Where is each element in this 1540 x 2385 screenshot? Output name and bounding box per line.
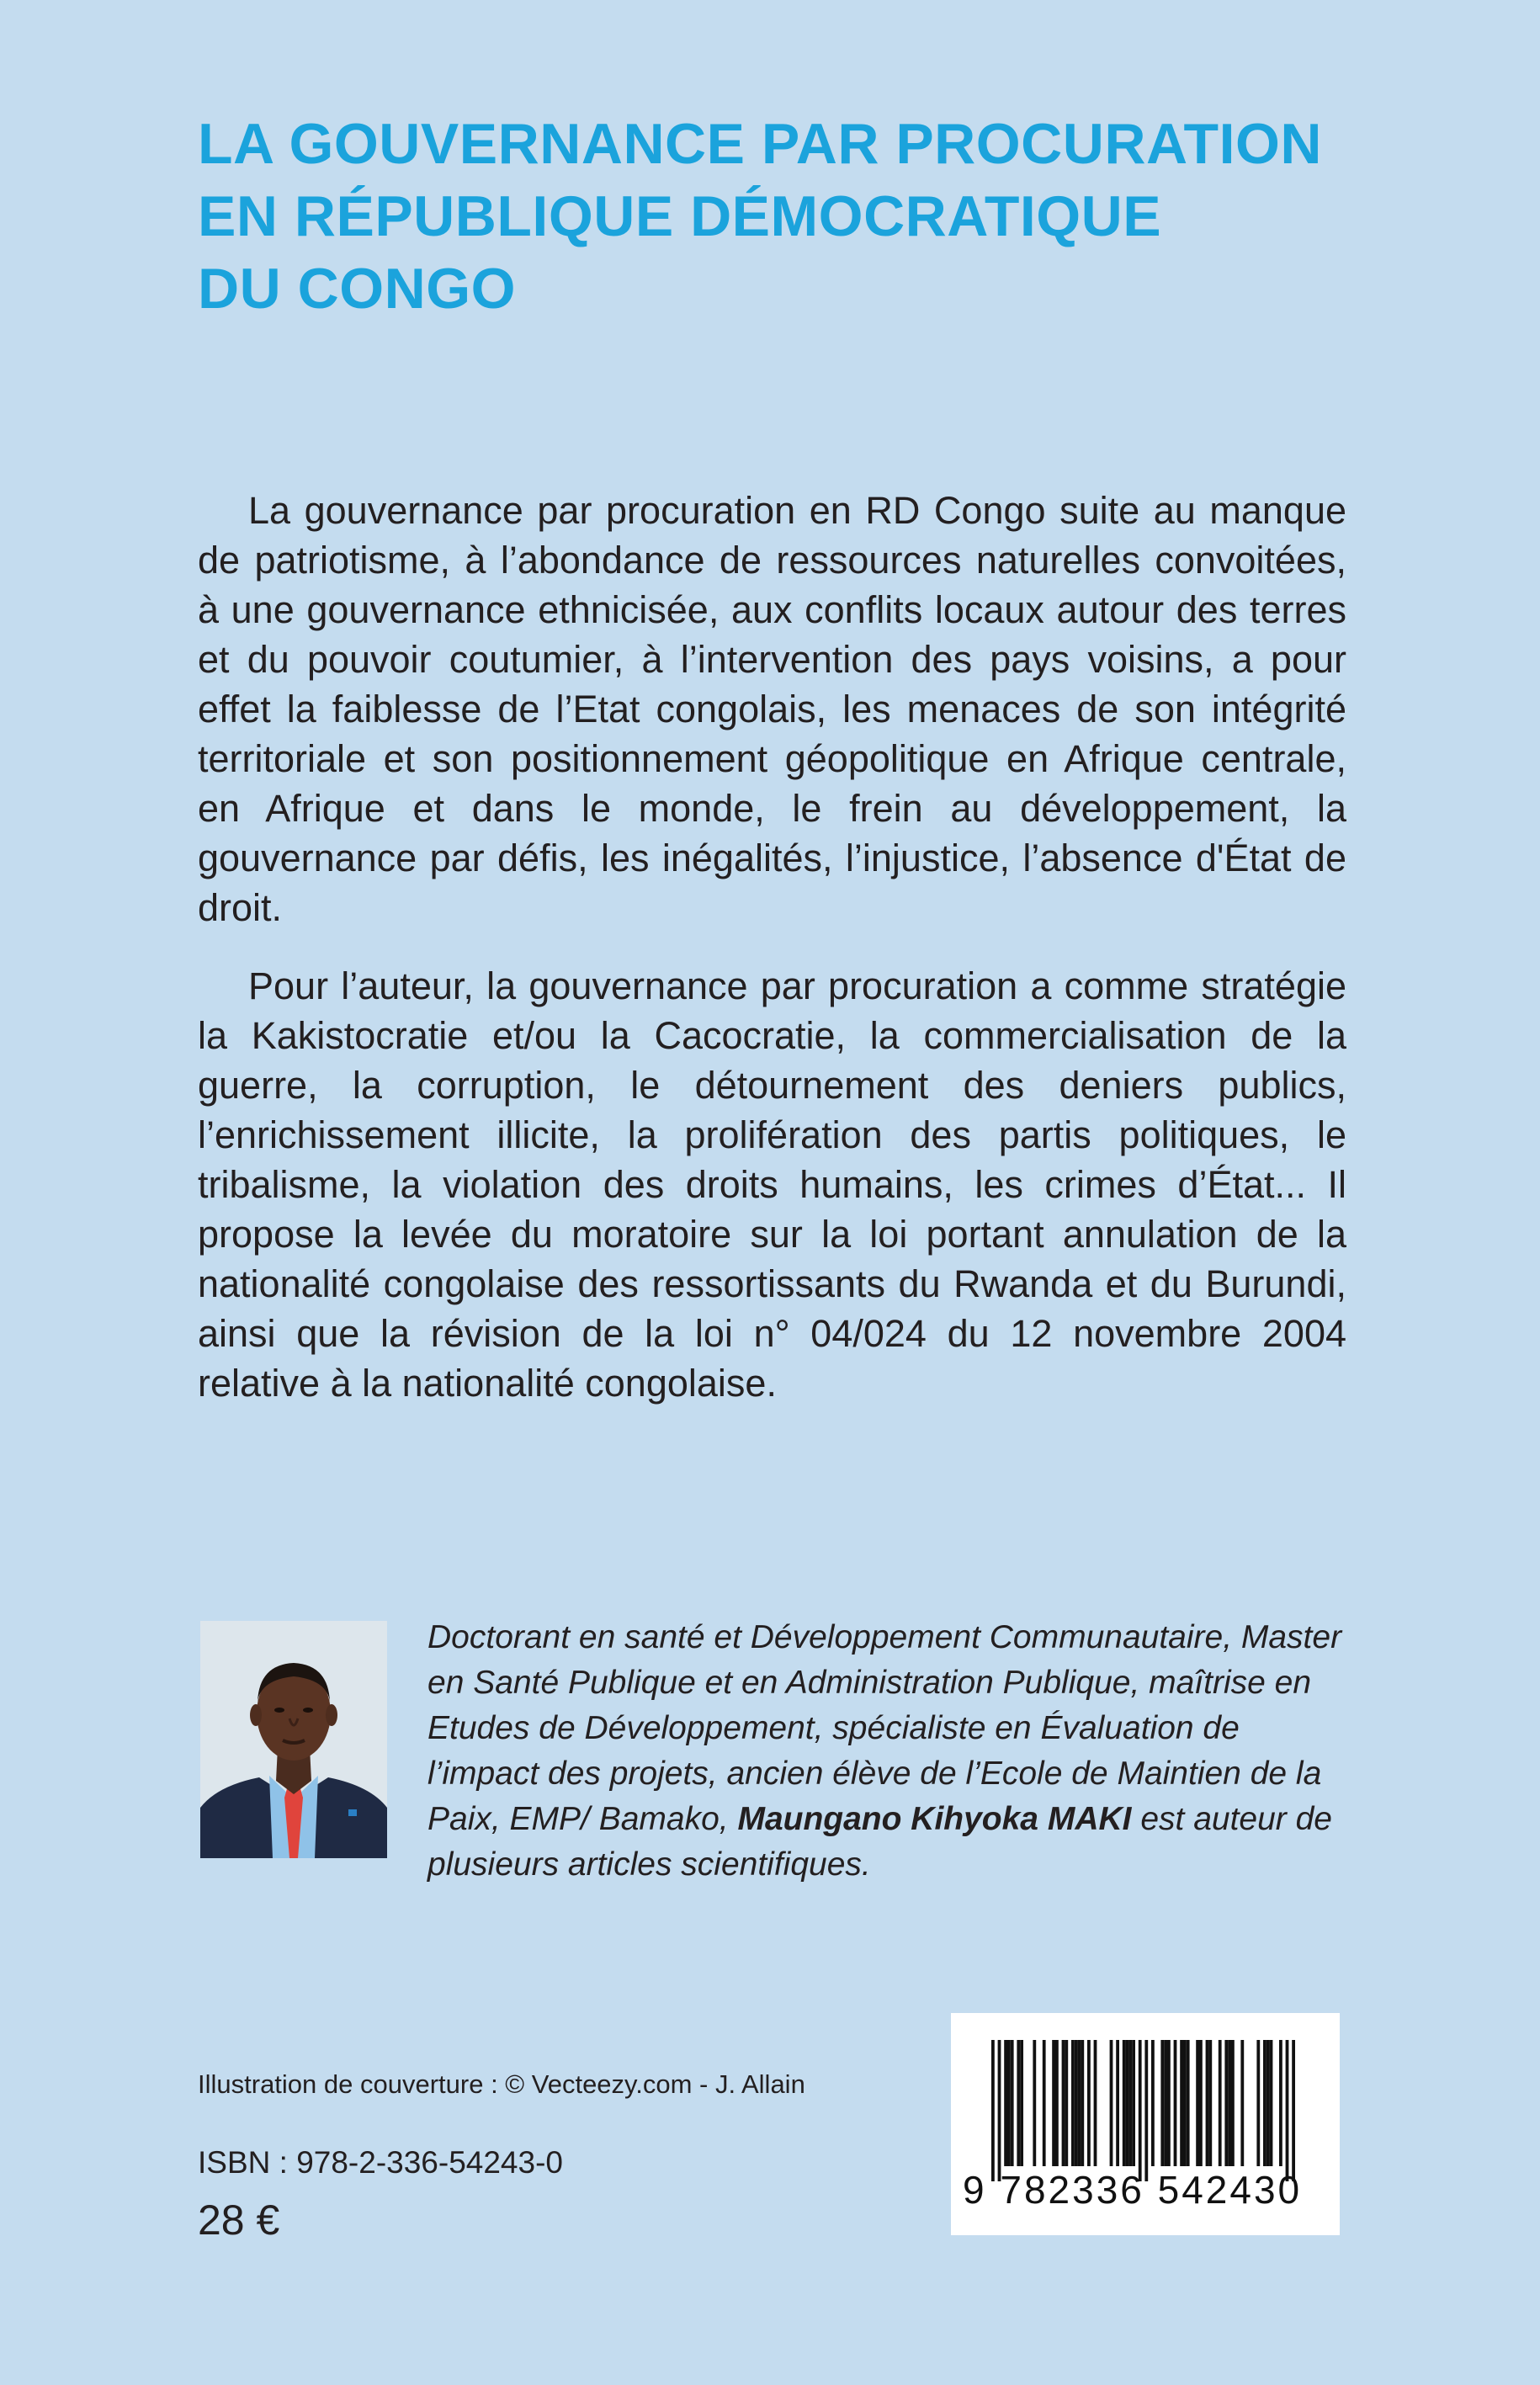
- barcode-bar: [998, 2040, 1001, 2181]
- barcode-bar: [1219, 2040, 1222, 2166]
- barcode-bar: [1116, 2040, 1119, 2166]
- barcode-bar: [1164, 2040, 1167, 2166]
- barcode-bar: [1199, 2040, 1203, 2166]
- barcode-bar: [1286, 2040, 1289, 2181]
- author-name: Maungano Kihyoka MAKI: [737, 1801, 1132, 1837]
- barcode-bar: [1123, 2040, 1126, 2166]
- barcode-bar: [1263, 2040, 1267, 2166]
- summary-paragraph-1: La gouvernance par procuration en RD Congo suite au manque de patriotisme, à l’abondance de ressources naturelles convoitées, à une gouvernance ethnicisée, aux conflits locaux autour des terres et du pouvoir coutumier, à l’intervention des pays voisins, a pour effet la faiblesse de l’Etat congolais, les menaces de son intégrité territoriale et son positionnement géopolitique en Afrique centrale, en Afrique et dans le monde, le frein au développement, la gouvernance par défis, les inégalités, l’injustice, l’absence d'État de droit.: [198, 489, 1346, 929]
- barcode-bar: [1075, 2040, 1078, 2166]
- barcode-bar: [1270, 2040, 1273, 2166]
- barcode-bar: [1206, 2040, 1209, 2166]
- barcode-bar: [1004, 2040, 1007, 2166]
- barcode-digits: 9 782336 542430: [963, 2168, 1303, 2212]
- barcode-bar: [1160, 2040, 1164, 2166]
- barcode-bar: [1279, 2040, 1282, 2166]
- barcode-bar: [1128, 2040, 1132, 2166]
- barcode-bar: [1228, 2040, 1231, 2166]
- book-title: [198, 108, 1410, 325]
- book-price: 28 €: [198, 2196, 280, 2244]
- barcode-bar: [1087, 2040, 1091, 2166]
- author-photo: [200, 1621, 387, 1858]
- barcode-bar: [1231, 2040, 1235, 2166]
- barcode-bar: [1267, 2040, 1270, 2166]
- barcode-bar: [1055, 2040, 1059, 2166]
- barcode-bar: [1081, 2040, 1084, 2166]
- barcode-bar: [1292, 2040, 1295, 2181]
- barcode-bar: [1007, 2040, 1011, 2166]
- barcode-bar: [1043, 2040, 1046, 2166]
- barcode-bar: [1196, 2040, 1199, 2166]
- barcode-bar: [1167, 2040, 1171, 2166]
- barcode-bar: [1144, 2040, 1148, 2181]
- author-bio-text: Doctorant en santé et Développement Communautaire, Master en Santé Publique et en Administration Publique, maîtrise en Etudes de Développement, spécialiste en Évaluation de l’impact des projets, ancien élève de l’Ecole de Maintien de la Paix, EMP/ Bamako,: [427, 1619, 1342, 1837]
- barcode-bar: [1020, 2040, 1023, 2166]
- barcode-bar: [1065, 2040, 1068, 2166]
- barcode-bar: [1126, 2040, 1129, 2166]
- barcode: [951, 2013, 1340, 2235]
- barcode-bar: [1078, 2040, 1081, 2166]
- barcode-bar: [1052, 2040, 1055, 2166]
- summary-paragraph-2: Pour l’auteur, la gouvernance par procuration a comme stratégie la Kakistocratie et/ou la Cacocratie, la commercialisation de la guerre, la corruption, le détournement des deniers publics, l’enrichissement illicite, la prolifération des partis politiques, le tribalisme, la violation des droits humains, les crimes d’État... Il propose la levée du moratoire sur la loi portant annulation de la nationalité congolaise des ressortissants du Rwanda et du Burundi, ainsi que la révision de la loi n° 04/024 du 12 novembre 2004 relative à la nationalité congolaise.: [198, 964, 1346, 1405]
- barcode-bar: [991, 2040, 995, 2181]
- barcode-bar: [1183, 2040, 1187, 2166]
- cover-illustration-credit: Illustration de couverture : © Vecteezy.com - J. Allain: [198, 2069, 805, 2099]
- barcode-bar: [1132, 2040, 1135, 2166]
- barcode-bar: [1208, 2040, 1212, 2166]
- isbn-number: ISBN : 978-2-336-54243-0: [198, 2145, 563, 2180]
- barcode-bar: [1094, 2040, 1097, 2166]
- barcode-bar: [1187, 2040, 1190, 2166]
- barcode-bar: [1240, 2040, 1244, 2166]
- book-title-line-1: LA GOUVERNANCE PAR PROCURATION: [198, 112, 1322, 176]
- author-bio: [427, 1615, 1345, 1888]
- barcode-bar: [1180, 2040, 1183, 2166]
- barcode-bar: [1151, 2040, 1155, 2166]
- barcode-bar: [1062, 2040, 1065, 2166]
- barcode-bar: [1224, 2040, 1228, 2166]
- barcode-bar: [1033, 2040, 1036, 2166]
- barcode-bar: [1174, 2040, 1177, 2166]
- barcode-bar: [1110, 2040, 1113, 2166]
- book-title-line-2: EN RÉPUBLIQUE DÉMOCRATIQUE: [198, 184, 1162, 248]
- book-title-line-3: DU CONGO: [198, 257, 516, 321]
- barcode-bar: [1071, 2040, 1075, 2166]
- barcode-bar: [1256, 2040, 1260, 2166]
- barcode-bar: [1017, 2040, 1020, 2166]
- barcode-bar: [1139, 2040, 1142, 2181]
- author-bio-ending: est auteur de plusieurs articles scientifiques.: [427, 1801, 1332, 1883]
- book-summary: [198, 486, 1346, 1437]
- barcode-bar: [1011, 2040, 1014, 2166]
